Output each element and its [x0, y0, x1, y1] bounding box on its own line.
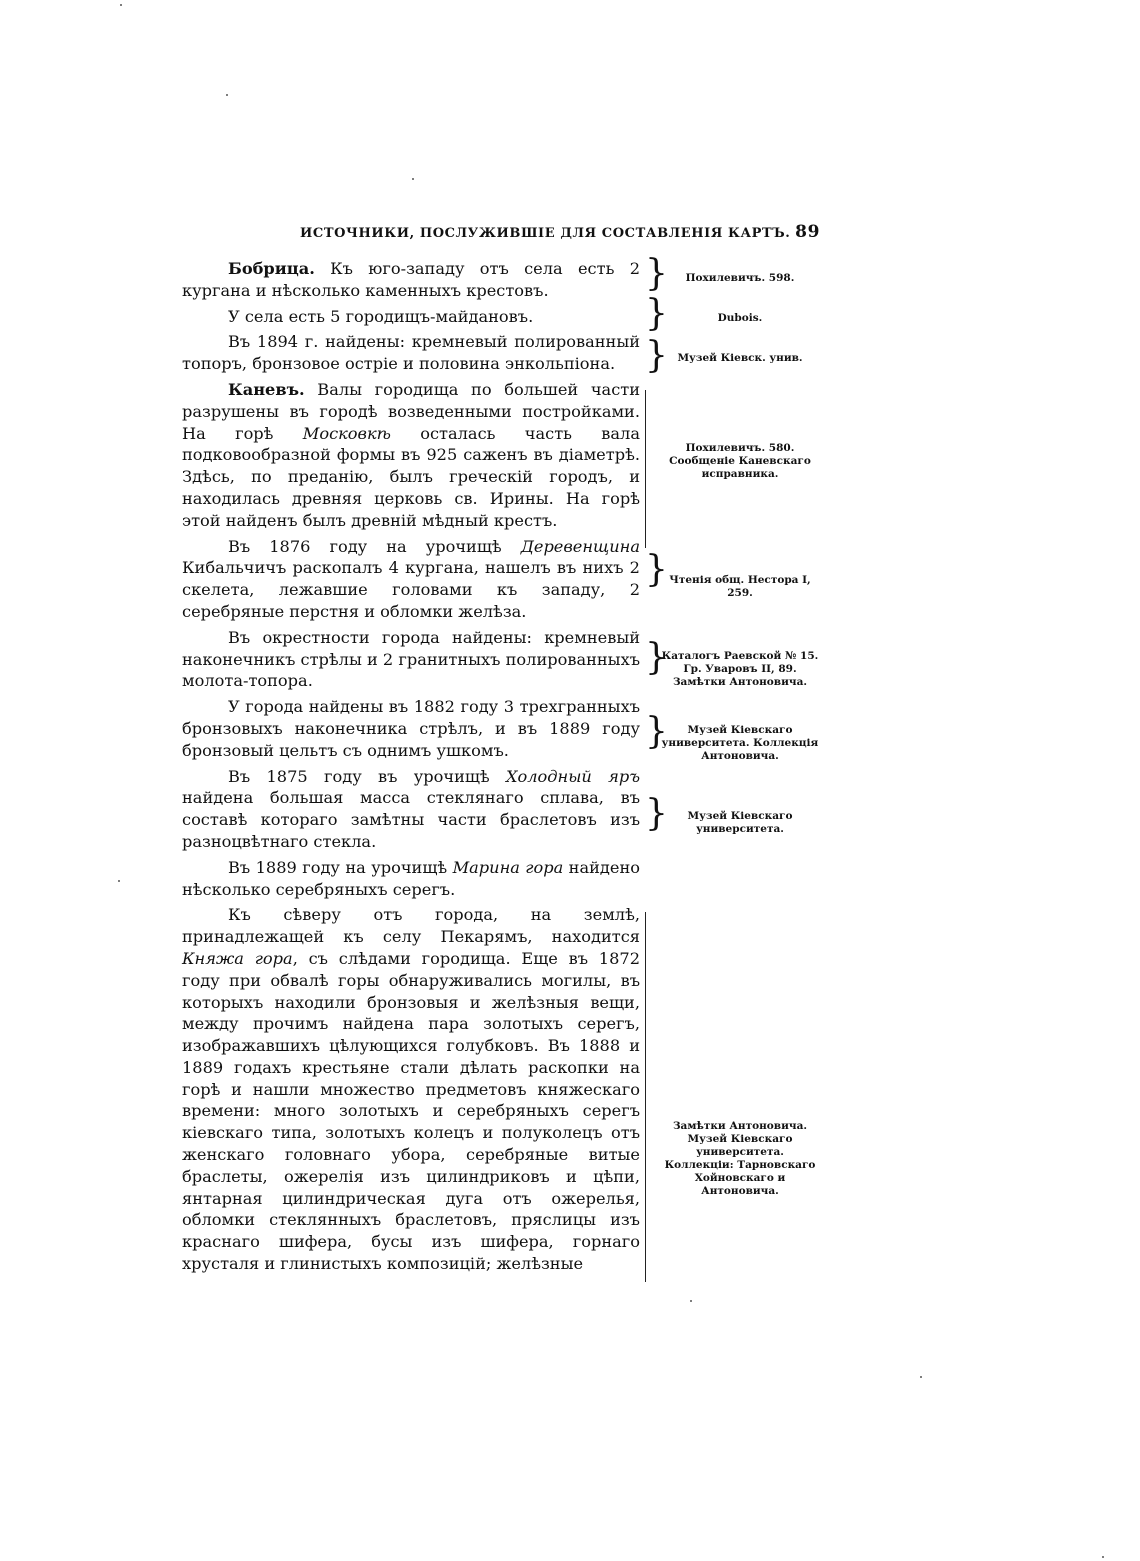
place-heading: Бобрица.: [228, 259, 315, 278]
paragraph-text: найдена большая масса стеклянаго сплава, въ составѣ котораго замѣтны части браслетовъ изъ разноцвѣтнаго стекла.: [182, 788, 640, 851]
scan-speck: [226, 94, 228, 96]
brace: }: [645, 293, 668, 334]
place-name: Холодный яръ: [505, 766, 640, 786]
brace: }: [645, 711, 668, 752]
paragraph-text: У села есть 5 городищъ-майдановъ.: [228, 306, 534, 326]
marginal-note: Похилевичъ. 598.: [685, 272, 795, 284]
brace: }: [645, 335, 668, 376]
paragraph: [182, 536, 640, 623]
marginal-note: Музей Кіевскаго университета.: [687, 810, 793, 835]
paragraph-text: Въ 1876 году на урочищѣ: [228, 536, 521, 556]
paragraph-text: Въ 1894 г. найдены: кремневый полированный топоръ, бронзовое остріе и половина энкольпіона.: [182, 332, 640, 374]
brace-rule: [645, 390, 654, 548]
paragraph-text: У города найдены въ 1882 году 3 трехгранныхъ бронзовыхъ наконечника стрѣлъ, и въ 1889 году бронзовый цельтъ съ однимъ ушкомъ.: [182, 697, 640, 760]
paragraph-text: осталась часть вала подковообразной формы въ 925 саженъ въ діаметрѣ. Здѣсь, по преданію, былъ греческій городъ, и находилась древняя церковь св. Ирины. На горѣ этой найденъ былъ древній мѣдный крестъ.: [182, 423, 640, 530]
paragraph-text: Къ юго-западу отъ села есть 2 кургана и нѣсколько каменныхъ крестовъ.: [182, 259, 640, 300]
paragraph-text: , съ слѣдами городища. Еще въ 1872 году при обвалѣ горы обнаруживались могилы, въ которыхъ находили бронзовыя и желѣзныя вещи, между прочимъ найдена пара золотыхъ серегъ, изображавшихъ цѣлующихся голубковъ. Въ 1888 и 1889 годахъ крестьяне стали дѣлать раскопки на горѣ и нашли множество предметовъ княжескаго времени: много золотыхъ и серебряныхъ серегъ кіевскаго типа, золотыхъ колецъ и полуколецъ отъ женскаго головнаго убора, серебряные витые браслеты, ожерелія изъ цилиндриковъ и цѣпи, янтарная цилиндрическая дуга отъ ожерелья, обломки стеклянныхъ браслетовъ, пряслицы изъ краснаго шифера, бусы изъ шифера, горнаго хрусталя и глинистыхъ композицій; желѣзные: [182, 948, 641, 1274]
paragraph-text: Кибальчичъ раскопалъ 4 кургана, нашелъ въ нихъ 2 скелета, лежавшие головами къ западу, 2 серебряные перстня и обломки желѣза.: [182, 558, 640, 621]
marginal-note: Dubois.: [717, 312, 763, 324]
scan-speck: [920, 1376, 922, 1378]
scan-speck: [1102, 1556, 1104, 1558]
paragraph: [182, 627, 640, 692]
place-name: Московкѣ: [302, 423, 391, 443]
marginal-note: Каталогъ Раевской № 15. Гр. Уваровъ II, 89. Замѣтки Антоновича.: [661, 650, 819, 688]
paragraph-kanev: [182, 379, 640, 532]
brace-rule: [645, 912, 654, 1282]
paragraph: [182, 331, 640, 375]
marginal-note: Замѣтки Антоновича. Музей Кіевскаго университета. Коллекціи: Тарновскаго Хойновскаго и Антоновича.: [664, 1120, 816, 1197]
header-title: ИСТОЧНИКИ, ПОСЛУЖИВШІЕ ДЛЯ СОСТАВЛЕНІЯ КАРТЪ.: [300, 226, 791, 241]
scan-speck: [118, 880, 120, 882]
place-heading: Каневъ.: [228, 379, 305, 399]
marginal-note: Музей Кіевскаго университета. Коллекція Антоновича.: [661, 724, 819, 762]
paragraph-bobrica: [182, 258, 640, 302]
paragraph: [182, 766, 640, 853]
main-text: [182, 258, 640, 1279]
paragraph: [182, 904, 640, 1275]
place-name: Марина гора: [452, 857, 564, 877]
brace: }: [645, 793, 668, 834]
paragraph-text: Къ сѣверу отъ города, на землѣ, принадлежащей къ селу Пекарямъ, находится: [182, 905, 640, 947]
place-name: Княжа гора: [182, 948, 293, 968]
brace: }: [645, 549, 668, 590]
marginal-note: Чтенія общ. Нестора I, 259.: [669, 574, 811, 599]
scan-speck: [690, 1300, 692, 1302]
paragraph-text: Валы городища по большей части разрушены въ городѣ возведенными постройками. На горѣ: [182, 379, 640, 443]
scan-speck: [120, 4, 122, 6]
marginal-note: Похилевичъ. 580. Сообщеніе Каневскаго исправника.: [669, 442, 811, 480]
paragraph-text: Въ 1875 году въ урочищѣ: [228, 766, 506, 786]
place-name: Деревенщина: [520, 536, 640, 556]
scan-speck: [412, 178, 414, 180]
paragraph-text: Въ окрестности города найдены: кремневый наконечникъ стрѣлы и 2 гранитныхъ полированныхъ молота-топора.: [182, 627, 640, 691]
paragraph: [182, 857, 640, 901]
paragraph: [182, 696, 640, 761]
paragraph-text: Въ 1889 году на урочищѣ: [228, 857, 453, 877]
brace: }: [645, 637, 668, 678]
page-number: 89: [795, 222, 820, 242]
paragraph: [182, 306, 640, 328]
paragraph-text: найдено нѣсколько серебряныхъ серегъ.: [182, 857, 640, 899]
brace: }: [645, 253, 668, 294]
marginal-note: Музей Кіевск. унив.: [677, 352, 803, 364]
